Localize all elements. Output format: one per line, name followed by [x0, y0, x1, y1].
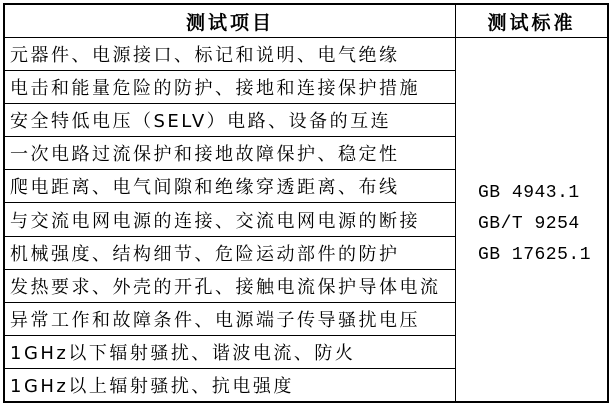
test-items-column [5, 5, 456, 401]
table-row: 一次电路过流保护和接地故障保护、稳定性 [5, 137, 455, 170]
standard-line: GB/T 9254 [478, 214, 580, 234]
test-standards-column [456, 5, 607, 401]
table-row: 与交流电网电源的连接、交流电网电源的断接 [5, 203, 455, 236]
standard-line: GB 4943.1 [478, 183, 580, 203]
column-header-test-items: 测试项目 [5, 5, 455, 38]
table-row: 爬电距离、电气间隙和绝缘穿透距离、布线 [5, 170, 455, 203]
table-row: 安全特低电压（SELV）电路、设备的互连 [5, 104, 455, 137]
table-row: 元器件、电源接口、标记和说明、电气绝缘 [5, 38, 455, 71]
table-row: 异常工作和故障条件、电源端子传导骚扰电压 [5, 303, 455, 336]
standard-line: GB 17625.1 [478, 245, 592, 265]
standards-merged-cell [456, 38, 607, 401]
table-row: 发热要求、外壳的开孔、接触电流保护导体电流 [5, 270, 455, 303]
column-header-test-standards: 测试标准 [456, 5, 607, 38]
table-row: 电击和能量危险的防护、接地和连接保护措施 [5, 71, 455, 104]
test-items-rows [5, 38, 455, 401]
test-items-table [3, 3, 609, 403]
table-row: 1GHz以下辐射骚扰、谐波电流、防火 [5, 336, 455, 369]
table-row: 1GHz以上辐射骚扰、抗电强度 [10, 375, 294, 397]
table-row: 机械强度、结构细节、危险运动部件的防护 [5, 237, 455, 270]
